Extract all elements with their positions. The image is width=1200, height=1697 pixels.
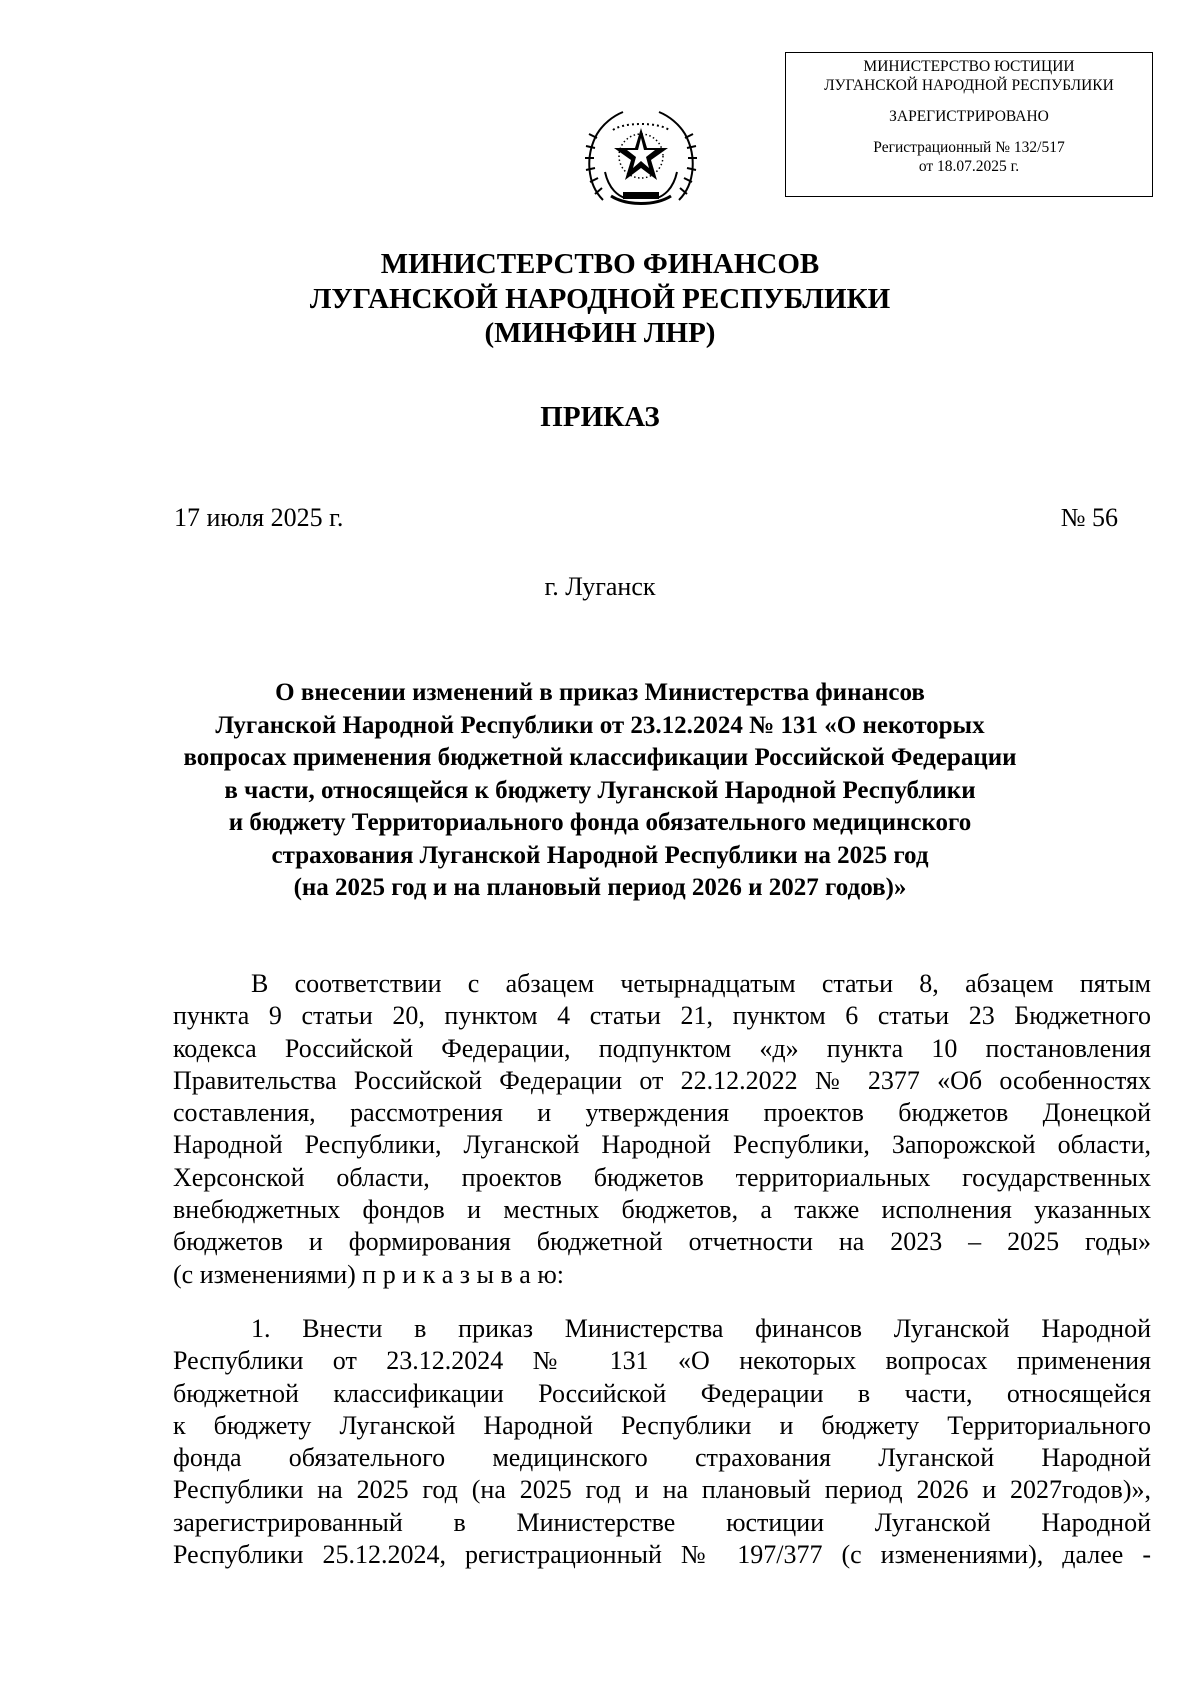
paragraph-line: кодекса Российской Федерации, подпунктом «д» пункта 10 постановления [173, 1033, 1151, 1063]
paragraph-line: Херсонской области, проектов бюджетов территориальных государственных [173, 1162, 1151, 1192]
paragraph-line: Республики 25.12.2024, регистрационный № 197/377 (с изменениями), далее - [173, 1540, 1151, 1570]
order-city: г. Луганск [544, 572, 656, 601]
paragraph-line: 1. Внести в приказ Министерства финансов Луганской Народной [251, 1314, 1151, 1343]
preamble-paragraph [173, 968, 1151, 1291]
ministry-line-1: МИНИСТЕРСТВО ФИНАНСОВ [380, 248, 820, 280]
paragraph-line: составления, рассмотрения и утверждения проектов бюджетов Донецкой [173, 1098, 1151, 1128]
stamp-line-republic: ЛУГАНСКОЙ НАРОДНОЙ РЕСПУБЛИКИ [824, 77, 1114, 94]
stamp-status: ЗАРЕГИСТРИРОВАНО [889, 108, 1049, 125]
coat-of-arms-icon [583, 108, 699, 212]
ministry-line-3: (МИНФИН ЛНР) [484, 317, 716, 349]
subject-line: (на 2025 год и на плановый период 2026 и 2027 годов)» [293, 874, 907, 901]
subject-line: О внесении изменений в приказ Министерства финансов [275, 679, 925, 706]
ministry-header [0, 247, 1200, 351]
clause-1-paragraph [173, 1313, 1151, 1571]
paragraph-line: пункта 9 статьи 20, пунктом 4 статьи 21, пунктом 6 статьи 23 Бюджетного [173, 1001, 1151, 1031]
paragraph-line: В соответствии с абзацем четырнадцатым статьи 8, абзацем пятым [251, 969, 1151, 998]
subject-line: вопросах применения бюджетной классификации Российской Федерации [183, 744, 1017, 771]
subject-line: Луганской Народной Республики от 23.12.2024 № 131 «О некоторых [215, 711, 985, 739]
subject-line: и бюджету Территориального фонда обязательного медицинского [228, 809, 972, 836]
paragraph-line: Республики от 23.12.2024 № 131 «О некоторых вопросах применения [173, 1346, 1151, 1376]
paragraph-line: зарегистрированный в Министерстве юстиции Луганской Народной [173, 1507, 1151, 1537]
order-number: № 56 [1060, 503, 1118, 532]
paragraph-line: (с изменениями) п р и к а з ы в а ю: [173, 1259, 564, 1289]
stamp-reg-date: от 18.07.2025 г. [918, 158, 1020, 175]
paragraph-line: Народной Республики, Луганской Народной Республики, Запорожской области, [173, 1130, 1151, 1160]
paragraph-line: Правительства Российской Федерации от 22.12.2022 № 2377 «Об особенностях [173, 1065, 1151, 1095]
paragraph-line: бюджетов и формирования бюджетной отчетности на 2023 – 2025 годы» [173, 1227, 1151, 1257]
document-type: ПРИКАЗ [540, 401, 660, 433]
paragraph-line: внебюджетных фондов и местных бюджетов, а также исполнения указанных [173, 1195, 1151, 1225]
ministry-line-2: ЛУГАНСКОЙ НАРОДНОЙ РЕСПУБЛИКИ [309, 282, 891, 315]
order-date: 17 июля 2025 г. [174, 503, 344, 532]
paragraph-line: к бюджету Луганской Народной Республики и бюджету Территориального [173, 1410, 1151, 1440]
paragraph-line: бюджетной классификации Российской Федерации в части, относящейся [173, 1378, 1151, 1408]
order-subject [150, 677, 1050, 905]
subject-line: в части, относящейся к бюджету Луганской Народной Республики [224, 776, 976, 804]
registration-stamp [785, 52, 1153, 197]
subject-line: страхования Луганской Народной Республики на 2025 год [271, 841, 929, 869]
paragraph-line: Республики на 2025 год (на 2025 год и на плановый период 2026 и 2027годов)», [173, 1475, 1151, 1505]
paragraph-line: фонда обязательного медицинского страхования Луганской Народной [173, 1443, 1151, 1473]
stamp-line-ministry: МИНИСТЕРСТВО ЮСТИЦИИ [863, 58, 1075, 75]
stamp-reg-number: Регистрационный № 132/517 [873, 139, 1065, 156]
